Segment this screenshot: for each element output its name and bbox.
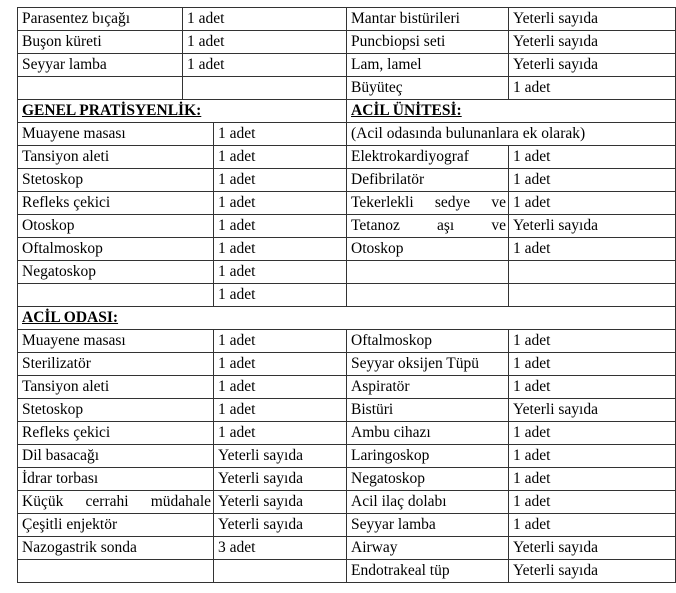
item-name: Otoskop (347, 238, 509, 261)
item-quantity: 1 adet (509, 146, 676, 169)
item-name: Stetoskop (18, 169, 214, 192)
item-quantity: Yeterli sayıda (509, 54, 676, 77)
item-name: Negatoskop (347, 468, 509, 491)
item-name: Negatoskop (18, 261, 214, 284)
item-quantity: 1 adet (509, 169, 676, 192)
item-quantity: Yeterli sayıda (214, 514, 347, 537)
item-name: Sterilizatör (18, 353, 214, 376)
item-name: Tetanoz aşı ve (347, 215, 509, 238)
item-quantity: 1 adet (214, 123, 347, 146)
item-name: Buşon küreti (18, 31, 183, 54)
table-row (18, 169, 676, 192)
table-row (18, 399, 676, 422)
table-row (18, 77, 676, 100)
item-quantity: 1 adet (509, 491, 676, 514)
item-quantity: 1 adet (183, 54, 347, 77)
item-quantity (509, 284, 676, 307)
item-quantity: 1 adet (214, 284, 347, 307)
section-title-genel-pratisyenlik: GENEL PRATİSYENLİK: (18, 100, 347, 123)
item-name: Elektrokardiyograf (347, 146, 509, 169)
table-row (18, 491, 676, 514)
table-row (18, 560, 676, 583)
item-name: Otoskop (18, 215, 214, 238)
item-quantity: 1 adet (214, 261, 347, 284)
table-row (18, 192, 676, 215)
item-name: Oftalmoskop (347, 330, 509, 353)
table-row (18, 261, 676, 284)
table-row (18, 54, 676, 77)
table-row (18, 238, 676, 261)
table-row (18, 215, 676, 238)
item-quantity: 1 adet (509, 238, 676, 261)
item-quantity: 1 adet (509, 445, 676, 468)
table-row (18, 514, 676, 537)
item-quantity: 1 adet (509, 514, 676, 537)
item-name: Lam, lamel (347, 54, 509, 77)
item-name: Tansiyon aleti (18, 146, 214, 169)
section-title-acil-unitesi: ACİL ÜNİTESİ: (347, 100, 676, 123)
item-quantity: Yeterli sayıda (214, 445, 347, 468)
item-quantity: 1 adet (214, 399, 347, 422)
item-quantity: 1 adet (214, 169, 347, 192)
item-name: Refleks çekici (18, 192, 214, 215)
item-name: Refleks çekici (18, 422, 214, 445)
table-row (18, 422, 676, 445)
item-quantity: Yeterli sayıda (509, 399, 676, 422)
item-name: Muayene masası (18, 330, 214, 353)
item-name (18, 77, 183, 100)
item-quantity: Yeterli sayıda (509, 8, 676, 31)
item-quantity (214, 560, 347, 583)
section-header-row (18, 100, 676, 123)
section-note: (Acil odasında bulunanlara ek olarak) (347, 123, 676, 146)
item-name: Büyüteç (347, 77, 509, 100)
section-header-row (18, 307, 676, 330)
item-name: İdrar torbası (18, 468, 214, 491)
item-name: Aspiratör (347, 376, 509, 399)
item-quantity: 1 adet (214, 353, 347, 376)
item-name: Nazogastrik sonda (18, 537, 214, 560)
item-quantity: 1 adet (509, 376, 676, 399)
item-quantity: 1 adet (214, 376, 347, 399)
item-quantity: Yeterli sayıda (214, 491, 347, 514)
table-row (18, 376, 676, 399)
item-name: Seyyar oksijen Tüpü (347, 353, 509, 376)
item-name: Puncbiopsi seti (347, 31, 509, 54)
item-name: Stetoskop (18, 399, 214, 422)
item-quantity: 1 adet (214, 238, 347, 261)
table-row (18, 353, 676, 376)
table-row (18, 284, 676, 307)
item-quantity: 3 adet (214, 537, 347, 560)
item-name: Ambu cihazı (347, 422, 509, 445)
item-name: Dil basacağı (18, 445, 214, 468)
item-quantity: Yeterli sayıda (509, 560, 676, 583)
item-name: Endotrakeal tüp (347, 560, 509, 583)
item-name (347, 284, 509, 307)
item-quantity: 1 adet (509, 468, 676, 491)
item-name: Seyyar lamba (347, 514, 509, 537)
item-quantity (509, 261, 676, 284)
item-name: Oftalmoskop (18, 238, 214, 261)
table-row (18, 468, 676, 491)
item-quantity: 1 adet (183, 31, 347, 54)
item-quantity: 1 adet (509, 353, 676, 376)
table-row (18, 31, 676, 54)
table-row (18, 537, 676, 560)
item-name: Laringoskop (347, 445, 509, 468)
item-name: Parasentez bıçağı (18, 8, 183, 31)
item-quantity: 1 adet (214, 215, 347, 238)
item-quantity: Yeterli sayıda (509, 537, 676, 560)
item-name: Küçük cerrahi müdahale (18, 491, 214, 514)
item-quantity: Yeterli sayıda (214, 468, 347, 491)
item-name: Acil ilaç dolabı (347, 491, 509, 514)
item-quantity: 1 adet (214, 192, 347, 215)
item-name (347, 261, 509, 284)
item-name (18, 560, 214, 583)
item-quantity: 1 adet (509, 192, 676, 215)
item-quantity: 1 adet (214, 330, 347, 353)
item-name: Seyyar lamba (18, 54, 183, 77)
item-name: Airway (347, 537, 509, 560)
item-quantity (183, 77, 347, 100)
item-quantity: 1 adet (509, 330, 676, 353)
item-quantity: 1 adet (183, 8, 347, 31)
table-row (18, 8, 676, 31)
item-quantity: 1 adet (214, 422, 347, 445)
item-name: Mantar bistürileri (347, 8, 509, 31)
item-quantity: 1 adet (509, 77, 676, 100)
table-row (18, 123, 676, 146)
table-row (18, 146, 676, 169)
equipment-table (17, 7, 676, 583)
item-quantity: 1 adet (509, 422, 676, 445)
item-quantity: Yeterli sayıda (509, 215, 676, 238)
item-name: Çeşitli enjektör (18, 514, 214, 537)
item-name: Tansiyon aleti (18, 376, 214, 399)
item-name: Defibrilatör (347, 169, 509, 192)
table-row (18, 445, 676, 468)
item-name: Tekerlekli sedye ve (347, 192, 509, 215)
item-name: Muayene masası (18, 123, 214, 146)
item-name: Bistüri (347, 399, 509, 422)
table-row (18, 330, 676, 353)
item-quantity: Yeterli sayıda (509, 31, 676, 54)
item-name (18, 284, 214, 307)
section-title-acil-odasi: ACİL ODASI: (18, 307, 676, 330)
item-quantity: 1 adet (214, 146, 347, 169)
